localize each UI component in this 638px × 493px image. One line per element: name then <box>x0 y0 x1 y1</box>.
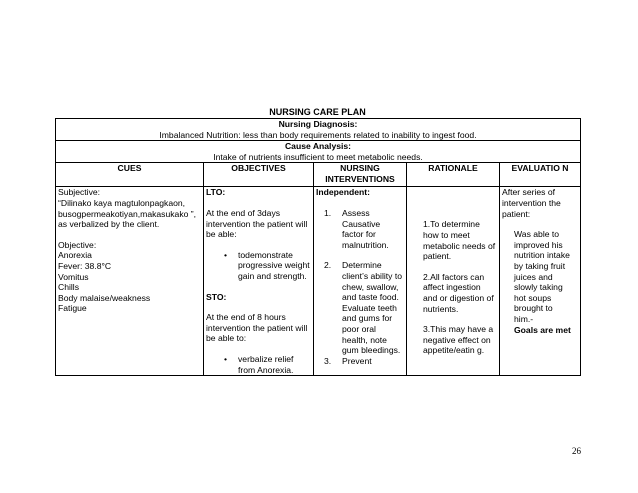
cue-item: Chills <box>58 282 80 293</box>
evaluation-intro: After series of intervention the patient: <box>502 187 561 219</box>
header-rationale: RATIONALE <box>407 163 500 187</box>
interventions-cell <box>314 187 407 376</box>
evaluation-result: Goals are met <box>514 324 571 335</box>
sto-bullet <box>206 354 311 375</box>
cue-item: Anorexia <box>58 250 92 261</box>
diagnosis-label: Nursing Diagnosis: <box>278 119 358 129</box>
cause-label: Cause Analysis: <box>284 141 352 152</box>
cause-text: Intake of nutrients insufficient to meet metabolic needs. <box>213 151 423 162</box>
subjective-text: “Dilinako kaya magtulonpagkaon, busogpermeakotiyan,makasukako ”, as verbalized by the client. <box>58 197 197 230</box>
intervention-text: Assess Causative factor for malnutrition. <box>342 207 389 250</box>
subjective-label: Subjective: <box>58 187 101 198</box>
diagnosis-text: Imbalanced Nutrition: less than body requirements related to inability to ingest food. <box>159 129 477 140</box>
bullet-icon: • <box>224 249 228 260</box>
rationale-1: 1.To determine how to meet metabolic needs of patient. <box>423 219 496 262</box>
intervention-item <box>316 208 404 250</box>
lto-bullet <box>206 250 311 282</box>
cue-item: Body malaise/weakness <box>58 292 151 303</box>
evaluation-body <box>502 229 578 335</box>
sto-bullet-text: verbalize relief from Anorexia. <box>238 353 294 375</box>
sto-text: At the end of 8 hours intervention the patient will be able to: <box>206 312 308 344</box>
evaluation-text: Was able to improved his nutrition intake by taking fruit juices and slowly taking hot soups brought to him.- <box>514 229 570 324</box>
intervention-number: 2. <box>324 260 332 271</box>
independent-label: Independent: <box>316 187 370 198</box>
page-title: NURSING CARE PLAN <box>269 107 366 117</box>
cue-item: Vomitus <box>58 271 89 282</box>
intervention-number: 1. <box>324 207 332 218</box>
rationale-cell <box>407 187 500 376</box>
lto-bullet-text: todemonstrate progressive weight gain and strength. <box>238 249 310 281</box>
header-interventions: NURSING INTERVENTIONS <box>314 163 407 187</box>
header-evaluation: EVALUATIO N <box>500 163 581 187</box>
cause-row <box>56 141 581 163</box>
intervention-item <box>316 260 404 355</box>
intervention-list <box>316 208 404 366</box>
cue-item: Fatigue <box>58 303 87 314</box>
sto-label: STO: <box>206 291 227 302</box>
rationale-2: 2.All factors can affect ingestion and or digestion of nutrients. <box>423 271 494 314</box>
bullet-icon: • <box>224 353 228 364</box>
diagnosis-row <box>56 119 581 141</box>
evaluation-cell <box>500 187 581 376</box>
cue-item: Fever: 38.8°C <box>58 260 112 271</box>
intervention-number: 3. <box>324 355 332 366</box>
objectives-cell <box>204 187 314 376</box>
care-plan-table <box>55 118 581 376</box>
page-number: 26 <box>572 446 581 456</box>
rationale-3: 3.This may have a negative effect on appetite/eatin g. <box>423 324 494 356</box>
intervention-text: Determine client’s ability to chew, swallow, and taste food. Evaluate teeth and gums for poor oral health, note gum bleedings. <box>342 260 403 356</box>
intervention-text: Prevent <box>342 355 372 366</box>
lto-text: At the end of 3days intervention the patient will be able: <box>206 207 308 240</box>
header-cues: CUES <box>56 163 204 187</box>
header-objectives: OBJECTIVES <box>204 163 314 187</box>
objective-label: Objective: <box>58 239 97 250</box>
intervention-item <box>316 356 404 367</box>
cues-cell <box>56 187 204 376</box>
lto-label: LTO: <box>206 187 226 198</box>
